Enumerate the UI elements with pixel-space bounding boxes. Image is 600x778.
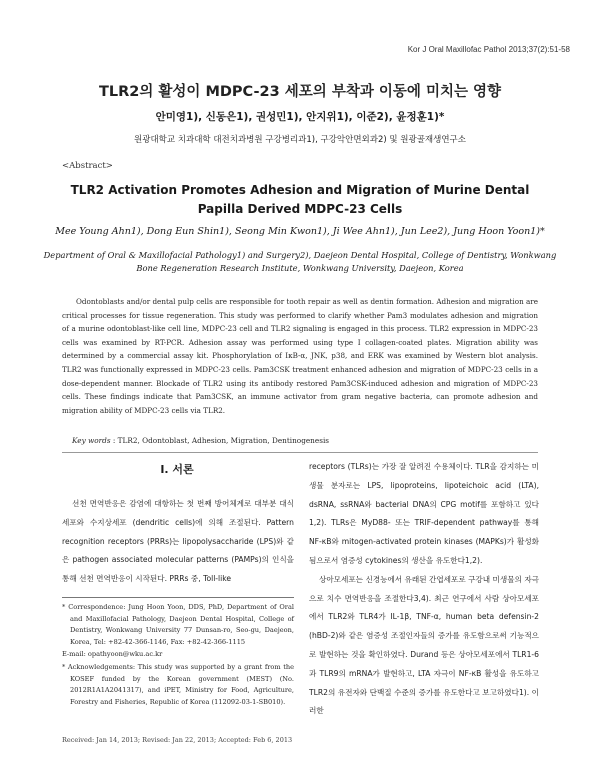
keywords-label: Key words — [72, 436, 111, 445]
body-column-right — [309, 458, 539, 721]
received-dates: Received: Jan 14, 2013; Revised: Jan 22, 2013; Accepted: Feb 6, 2013 — [62, 736, 293, 744]
keywords — [72, 436, 329, 445]
body-paragraph: receptors (TLRs)는 가장 잘 알려진 수용체이다. TLR을 감지하는 미생물 분자로는 LPS, lipoproteins, lipoteichoic acid (LTA), dsRNA, ssRNA와 bacterial DNA의 CPG motif를 포함하고 있다1,2). TLRs은 MyD88- 또는 TRIF-dependent pathway를 통해 NF-κB와 mitogen-activated protein kinases (MAPKs)가 활성화됨으로서 염증성 cytokines의 생산을 유도한다1,2). — [309, 462, 539, 565]
body-column-left: 선천 면역반응은 감염에 대항하는 첫 번째 방어체계로 대부분 대식세포와 수지상세포 (dendritic cells)에 의해 조절된다. Pattern recognition receptors (PRRs)는 lipopolysaccharide (LPS)와 같은 pathogen associated molecular patterns (PAMPs)의 인식을 통해 선천 면역반응이 시작된다. PRRs 중, Toll-like — [62, 499, 294, 584]
footnote-acknowledgements: * Acknowledgements: This study was supported by a grant from the KOSEF funded by the Korean government (MEST) (No. 2012R1A1A2041317), and iPET, Ministry for Food, Agriculture, Forestry and Fisheries, Republic of Korea (112092-03-1-SB010). — [62, 662, 294, 706]
footnote-divider — [62, 597, 294, 598]
korean-authors: 안미영1), 신동은1), 권성민1), 안지위1), 이준2), 윤정훈1)* — [155, 111, 445, 123]
english-authors: Mee Young Ahn1), Dong Eun Shin1), Seong Min Kwon1), Ji Wee Ahn1), Jun Lee2), Jung Hoon Yoon1)* — [55, 226, 545, 237]
keywords-text: : TLR2, Odontoblast, Adhesion, Migration, Dentinogenesis — [110, 436, 330, 445]
footnotes — [62, 602, 294, 709]
abstract-label: <Abstract> — [62, 161, 113, 171]
english-title: TLR2 Activation Promotes Adhesion and Migration of Murine Dental Papilla Derived MDPC-23 Cells — [70, 183, 530, 216]
abstract-text: Odontoblasts and/or dental pulp cells are responsible for tooth repair as well as dentin formation. Adhesion and migration are critical processes for tissue regeneration. This study was performed to clarify whether Pam3 modulates adhesion and migration of a murine odontoblast-like cell line, MDPC-23 cell and TLR2 signaling is engaged in this process. TLR2 expression in MDPC-23 cells was examined by RT-PCR. Adhesion assay was performed using type I collagen-coated plates. Migration ability was determined by a commercial assay kit. Phosphorylation of IκB-α, JNK, p38, and ERK was examined by Western blot analysis. TLR2 was functionally expressed in MDPC-23 cells. Pam3CSK treatment enhanced adhesion and migration of MDPC-23 cells in a dose-dependent manner. Blockade of TLR2 using its antibody restored Pam3CSK-induced adhesion and migration of MDPC-23 cells. These findings indicate that Pam3CSK, an immune activator from gram negative bacteria, can promote adhesion and migration ability of MDPC-23 cells via TLR2. — [62, 297, 538, 415]
journal-citation: Kor J Oral Maxillofac Pathol 2013;37(2):51-58 — [407, 45, 570, 54]
footnote-email[interactable]: E-mail: opathyoon@wku.ac.kr — [62, 650, 163, 659]
footnote-correspondence: * Correspondence: Jung Hoon Yoon, DDS, PhD, Department of Oral and Maxillofacial Pathology, Daejeon Dental Hospital, College of Dentistry, Wonkwang University 77 Dunsan-ro, Seo-gu, Daejeon, Korea, Tel: +82-42-366-1146, Fax: +82-42-366-1115 — [62, 603, 294, 646]
abstract-divider — [62, 452, 538, 453]
body-paragraph: 상아모세포는 신경능에서 유래된 간엽세포로 구강내 미생물의 자극으로 치수 면역반응을 조절한다3,4). 최근 연구에서 사람 상아모세포에서 TLR2와 TLR4가 IL-1β, TNF-α, human beta defensin-2 (hBD-2)와 같은 염증성 조절인자들의 증가를 유도함으로써 기능적으로 발현하는 것을 확인하였다. Durand 등은 상아모세포에서 TLR1-6과 TLR9의 mRNA가 발현하고, LTA 자극이 NF-κB 활성을 유도하고 TLR2의 유전자와 단백질 수준의 증가를 유도한다고 보고하였다1). 이러한 — [309, 574, 539, 716]
section-heading-introduction: Ⅰ. 서론 — [160, 463, 194, 476]
english-affiliation: Department of Oral & Maxillofacial Pathology1) and Surgery2), Daejeon Dental Hospital, College of Dentistry, Wonkwang Bone Regeneration Research Institute, Wonkwang University, Daejeon, Korea — [43, 250, 557, 273]
korean-title: TLR2의 활성이 MDPC-23 세포의 부착과 이동에 미치는 영향 — [98, 84, 502, 100]
korean-affiliation: 원광대학교 치과대학 대전치과병원 구강병리과1), 구강악안면외과2) 및 원광골재생연구소 — [134, 135, 466, 145]
